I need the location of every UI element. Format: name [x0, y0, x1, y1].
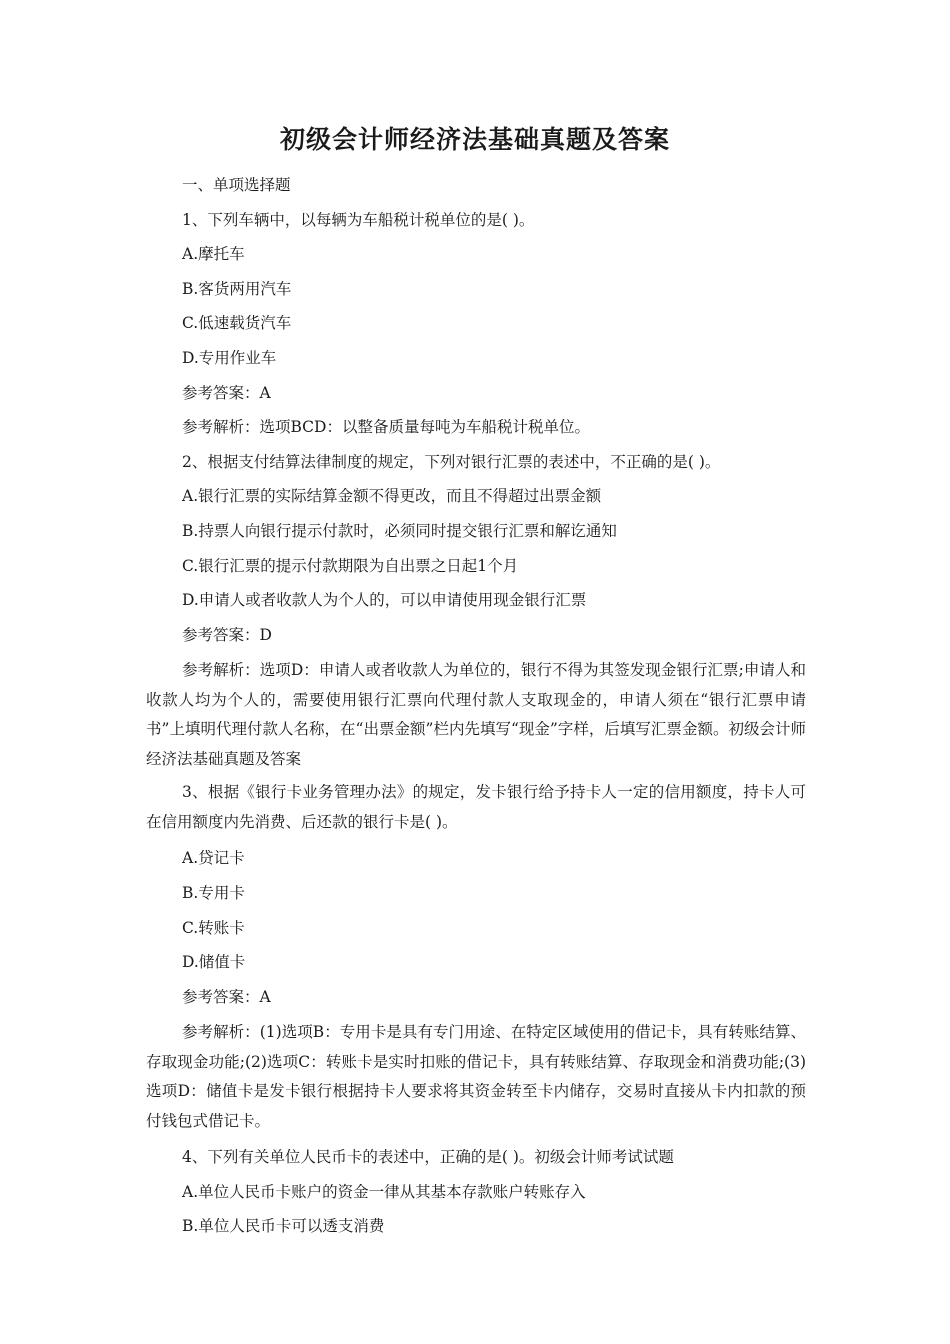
question-option: C.低速载货汽车: [182, 314, 292, 333]
question-option: B.客货两用汽车: [182, 279, 292, 298]
question-option: B.专用卡: [182, 883, 245, 902]
question-stem: 2、根据支付结算法律制度的规定，下列对银行汇票的表述中，不正确的是( )。: [182, 452, 721, 471]
question-option: B.持票人向银行提示付款时，必须同时提交银行汇票和解讫通知: [182, 521, 617, 540]
question-option: D.专用作业车: [182, 348, 277, 367]
question-option: A.摩托车: [182, 245, 245, 264]
reference-answer: 参考答案：A: [182, 987, 271, 1006]
section-heading: 一、单项选择题: [182, 176, 291, 194]
question-option: A.银行汇票的实际结算金额不得更改，而且不得超过出票金额: [182, 487, 602, 506]
question-option: B.单位人民币卡可以透支消费: [182, 1217, 385, 1236]
question-stem: 1、下列车辆中，以每辆为车船税计税单位的是( )。: [182, 210, 535, 229]
reference-answer: 参考答案：D: [182, 625, 272, 644]
document-title: 初级会计师经济法基础真题及答案: [279, 125, 670, 154]
question-option: A.贷记卡: [182, 849, 245, 868]
question-option: D.申请人或者收款人为个人的，可以申请使用现金银行汇票: [182, 591, 587, 610]
question-option: A.单位人民币卡账户的资金一律从其基本存款账户转账存入: [182, 1182, 586, 1201]
reference-analysis: 参考解析：(1)选项B：专用卡是具有专门用途、在特定区域使用的借记卡，具有转账结算、存取现金功能;(2)选项C：转账卡是实时扣账的借记卡，具有转账结算、存取现金和消费功能;(3)选项D：储值卡是发卡银行根据持卡人要求将其资金转至卡内储存，交易时直接从卡内扣款的预付钱包式借记卡。: [146, 1023, 806, 1130]
question-option: C.银行汇票的提示付款期限为自出票之日起1个月: [182, 556, 519, 575]
question-option: D.储值卡: [182, 953, 246, 972]
reference-analysis: 参考解析：选项BCD：以整备质量每吨为车船税计税单位。: [182, 418, 590, 437]
question-option: C.转账卡: [182, 918, 245, 937]
reference-analysis: 参考解析：选项D：申请人或者收款人为单位的，银行不得为其签发现金银行汇票;申请人和收款人均为个人的，需要使用银行汇票向代理付款人支取现金的，申请人须在“银行汇票申请书”上填明代理付款人名称，在“出票金额”栏内先填写“现金”字样，后填写汇票金额。初级会计师经济法基础真题及答案: [146, 661, 806, 768]
reference-answer: 参考答案：A: [182, 383, 271, 402]
question-stem: 3、根据《银行卡业务管理办法》的规定，发卡银行给予持卡人一定的信用额度，持卡人可在信用额度内先消费、后还款的银行卡是( )。: [146, 783, 806, 831]
document-body: [146, 168, 806, 1244]
question-stem: 4、下列有关单位人民币卡的表述中，正确的是( )。初级会计师考试试题: [182, 1148, 674, 1167]
